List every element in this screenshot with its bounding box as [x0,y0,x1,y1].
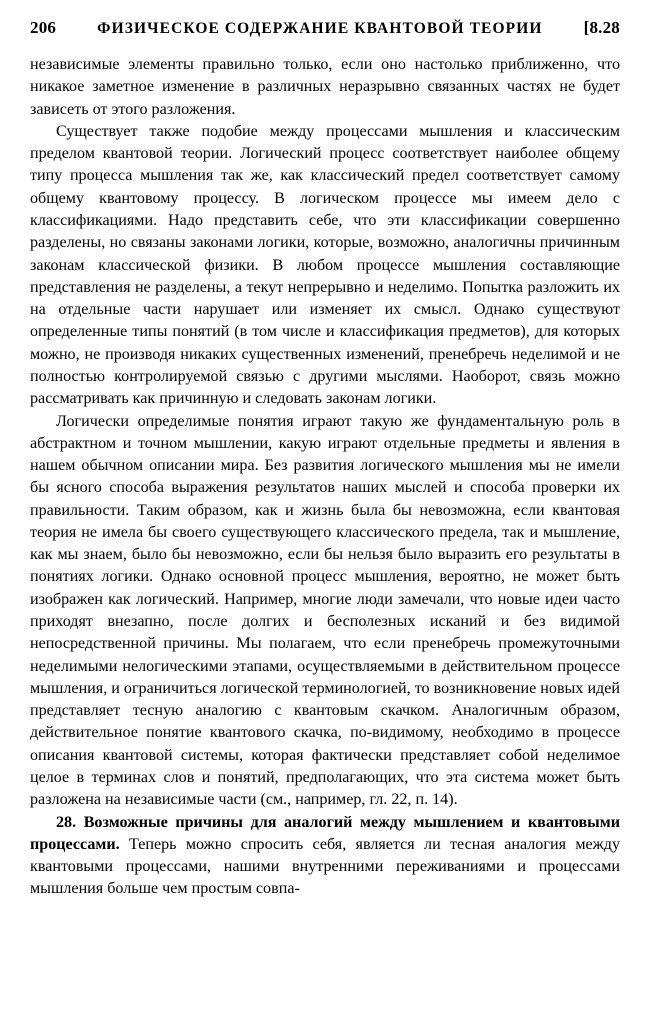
paragraph-3: Логически определимые понятия играют такую же фундаментальную роль в абстрактном и точном мышлении, какую играют отдельные предметы и явления в нашем обычном описании мира. Без развития логического мышления мы не имели бы ясного способа выражения результатов наших мыслей и способа проверки их правильности. Таким образом, как и жизнь была бы невозможна, если квантовая теория не имела бы своего существующего классического предела, так и мышление, как мы знаем, было бы невозможно, если бы нельзя было выразить его результаты в понятиях логики. Однако основной процесс мышления, вероятно, не может быть изображен как логический. Например, многие люди замечали, что новые идеи часто приходят внезапно, после долгих и бесполезных исканий и без видимой непосредственной причины. Мы полагаем, что если пренебречь промежуточными неделимыми нелогическими этапами, осуществляемыми в действительном процессе мышления, и ограничиться логической терминологией, то возникновение новых идей представляет тесную аналогию с квантовым скачком. Аналогичным образом, действительное понятие квантового скачка, по-видимому, необходимо в процессе описания квантовой системы, которая фактически представляет собой неделимое целое в терминах слов и понятий, предполагающих, что эта система может быть разложена на независимые части (см., например, гл. 22, п. 14). [30,412,620,809]
section-28-paragraph [30,812,620,901]
running-head [30,18,620,38]
section-title: Возможные причины для аналогий между мышлением и квантовыми процессами. [30,813,620,853]
running-title: ФИЗИЧЕСКОЕ СОДЕРЖАНИЕ КВАНТОВОЙ ТЕОРИИ [97,20,543,37]
body-text [30,54,620,901]
section-number: 28. [56,813,77,831]
spacer [76,814,84,831]
chapter-reference: [8.28 [583,18,620,37]
section-body-text: Теперь можно спросить себя, является ли тесная аналогия между квантовыми процессами, нашими внутренними переживаниями и процессами мышления больше чем простым совпа- [30,835,620,898]
paragraph-continuation: независимые элементы правильно только, если оно настолько приближенно, что никакое заметное изменение в различных неразрывно связанных частях не будет зависеть от этого разложения. [30,56,620,118]
paragraph-2: Существует также подобие между процессами мышления и классическим пределом квантовой теории. Логический процесс соответствует наиболее общему типу процесса мышления так же, как классический предел соответствует самому общему квантовому процессу. В логическом процессе мы имеем дело с классификациями. Надо представить себе, что эти классификации совершенно разделены, но связаны законами логики, которые, возможно, аналогичны причинным законам классической физики. В любом процессе мышления составляющие представления не разделены, а текут непрерывно и неделимо. Попытка разложить их на отдельные части нарушает или изменяет их смысл. Однако существуют определенные типы понятий (в том числе и классификация предметов), для которых можно, не производя никаких существенных изменений, пренебречь неделимой и не полностью контролируемой связью с другими мыслями. Наоборот, связь можно рассматривать как причинную и следовать законам логики. [30,122,620,408]
page-number: 206 [30,18,57,37]
